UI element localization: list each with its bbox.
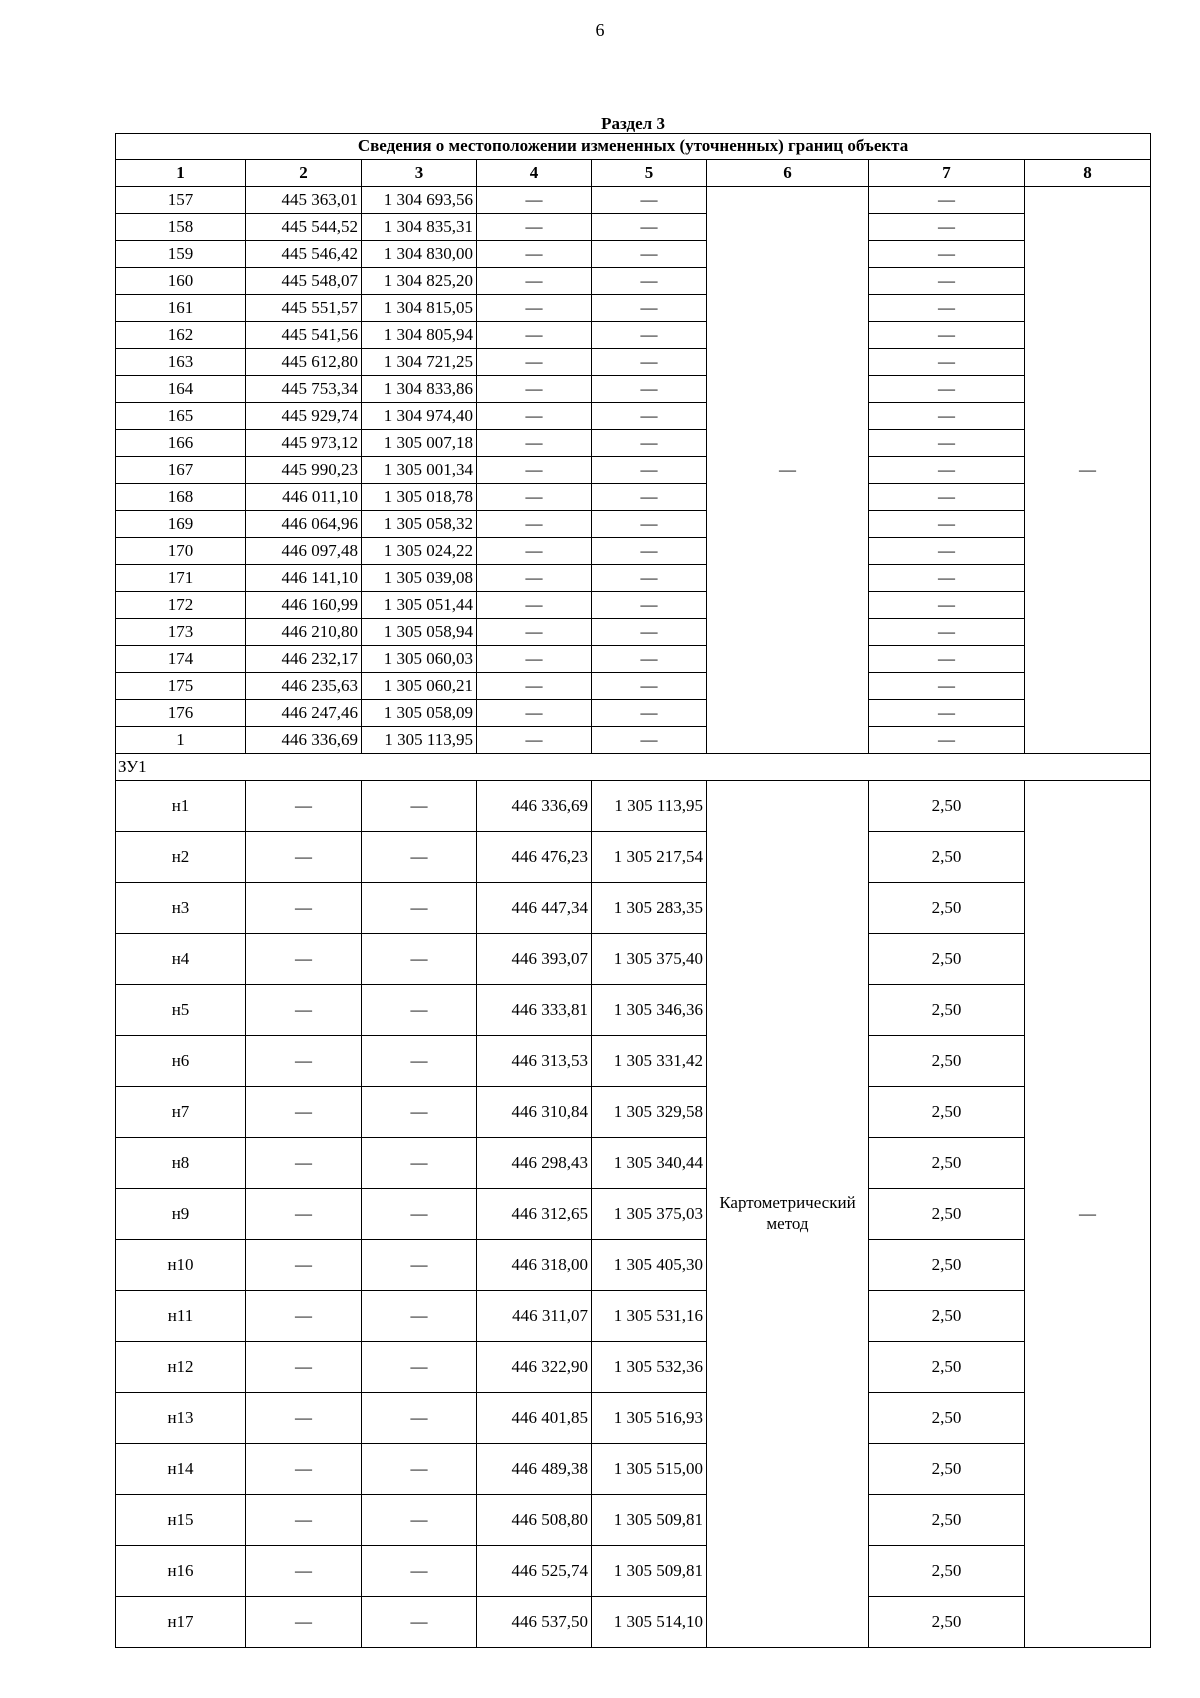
accuracy-cell: — bbox=[869, 699, 1025, 726]
new-x-cell: — bbox=[477, 186, 592, 213]
existing-y-cell: — bbox=[362, 1035, 477, 1086]
new-x-cell: 446 313,53 bbox=[477, 1035, 592, 1086]
accuracy-cell: — bbox=[869, 294, 1025, 321]
point-number-cell: 157 bbox=[116, 186, 246, 213]
point-number-cell: н15 bbox=[116, 1494, 246, 1545]
accuracy-cell: 2,50 bbox=[869, 1137, 1025, 1188]
accuracy-cell: — bbox=[869, 537, 1025, 564]
accuracy-cell: 2,50 bbox=[869, 1341, 1025, 1392]
existing-y-cell: 1 305 058,09 bbox=[362, 699, 477, 726]
new-y-cell: 1 305 531,16 bbox=[592, 1290, 707, 1341]
point-number-cell: 176 bbox=[116, 699, 246, 726]
new-y-cell: — bbox=[592, 294, 707, 321]
column-header-row bbox=[116, 159, 1151, 186]
point-number-cell: 164 bbox=[116, 375, 246, 402]
new-y-cell: — bbox=[592, 645, 707, 672]
point-number-cell: 172 bbox=[116, 591, 246, 618]
new-y-cell: — bbox=[592, 348, 707, 375]
new-x-cell: — bbox=[477, 726, 592, 753]
existing-x-cell: — bbox=[246, 984, 362, 1035]
point-number-cell: 166 bbox=[116, 429, 246, 456]
new-y-cell: 1 305 509,81 bbox=[592, 1494, 707, 1545]
new-x-cell: 446 333,81 bbox=[477, 984, 592, 1035]
new-y-cell: 1 305 514,10 bbox=[592, 1596, 707, 1647]
existing-x-cell: 445 541,56 bbox=[246, 321, 362, 348]
description-cell: — bbox=[1025, 186, 1151, 753]
new-x-cell: 446 393,07 bbox=[477, 933, 592, 984]
point-number-cell: 167 bbox=[116, 456, 246, 483]
existing-y-cell: 1 304 830,00 bbox=[362, 240, 477, 267]
column-header-1: 1 bbox=[116, 159, 246, 186]
new-y-cell: — bbox=[592, 213, 707, 240]
accuracy-cell: 2,50 bbox=[869, 1443, 1025, 1494]
column-header-4: 4 bbox=[477, 159, 592, 186]
new-y-cell: 1 305 329,58 bbox=[592, 1086, 707, 1137]
table-row bbox=[116, 186, 1151, 213]
new-y-cell: 1 305 346,36 bbox=[592, 984, 707, 1035]
point-number-cell: 1 bbox=[116, 726, 246, 753]
existing-x-cell: — bbox=[246, 1341, 362, 1392]
new-x-cell: — bbox=[477, 348, 592, 375]
new-x-cell: 446 476,23 bbox=[477, 831, 592, 882]
accuracy-cell: — bbox=[869, 483, 1025, 510]
accuracy-cell: 2,50 bbox=[869, 882, 1025, 933]
point-number-cell: н14 bbox=[116, 1443, 246, 1494]
point-number-cell: н5 bbox=[116, 984, 246, 1035]
table-row bbox=[116, 375, 1151, 402]
existing-x-cell: 446 097,48 bbox=[246, 537, 362, 564]
new-y-cell: — bbox=[592, 510, 707, 537]
existing-y-cell: 1 304 805,94 bbox=[362, 321, 477, 348]
existing-x-cell: 446 141,10 bbox=[246, 564, 362, 591]
existing-y-cell: — bbox=[362, 780, 477, 831]
point-number-cell: 161 bbox=[116, 294, 246, 321]
column-header-6: 6 bbox=[707, 159, 869, 186]
existing-x-cell: — bbox=[246, 1596, 362, 1647]
existing-x-cell: — bbox=[246, 780, 362, 831]
existing-y-cell: 1 305 024,22 bbox=[362, 537, 477, 564]
point-number-cell: 159 bbox=[116, 240, 246, 267]
point-number-cell: н4 bbox=[116, 933, 246, 984]
new-x-cell: — bbox=[477, 321, 592, 348]
new-x-cell: 446 298,43 bbox=[477, 1137, 592, 1188]
existing-x-cell: 445 973,12 bbox=[246, 429, 362, 456]
new-y-cell: 1 305 283,35 bbox=[592, 882, 707, 933]
accuracy-cell: — bbox=[869, 348, 1025, 375]
table-body bbox=[116, 79, 1151, 1647]
existing-y-cell: — bbox=[362, 1494, 477, 1545]
table-row bbox=[116, 831, 1151, 882]
existing-x-cell: — bbox=[246, 1494, 362, 1545]
accuracy-cell: — bbox=[869, 564, 1025, 591]
description-cell: — bbox=[1025, 780, 1151, 1647]
point-number-cell: 173 bbox=[116, 618, 246, 645]
point-number-cell: 175 bbox=[116, 672, 246, 699]
point-number-cell: н16 bbox=[116, 1545, 246, 1596]
existing-x-cell: 446 160,99 bbox=[246, 591, 362, 618]
new-y-cell: — bbox=[592, 240, 707, 267]
accuracy-cell: 2,50 bbox=[869, 1188, 1025, 1239]
existing-x-cell: — bbox=[246, 933, 362, 984]
table-title: Сведения о местоположении измененных (уточненных) границ объекта bbox=[116, 133, 1151, 159]
accuracy-cell: — bbox=[869, 726, 1025, 753]
new-y-cell: — bbox=[592, 537, 707, 564]
accuracy-cell: 2,50 bbox=[869, 1290, 1025, 1341]
existing-y-cell: 1 305 058,32 bbox=[362, 510, 477, 537]
table-row bbox=[116, 456, 1151, 483]
accuracy-cell: 2,50 bbox=[869, 1494, 1025, 1545]
accuracy-cell: — bbox=[869, 402, 1025, 429]
method-cell: — bbox=[707, 186, 869, 753]
method-cell: Картометрический метод bbox=[707, 780, 869, 1647]
table-row bbox=[116, 1188, 1151, 1239]
table-row bbox=[116, 1494, 1151, 1545]
new-y-cell: — bbox=[592, 618, 707, 645]
accuracy-cell: — bbox=[869, 321, 1025, 348]
new-y-cell: 1 305 375,03 bbox=[592, 1188, 707, 1239]
new-y-cell: — bbox=[592, 726, 707, 753]
table-row bbox=[116, 429, 1151, 456]
accuracy-cell: 2,50 bbox=[869, 933, 1025, 984]
existing-y-cell: — bbox=[362, 1086, 477, 1137]
existing-y-cell: — bbox=[362, 1137, 477, 1188]
existing-y-cell: 1 304 815,05 bbox=[362, 294, 477, 321]
accuracy-cell: — bbox=[869, 375, 1025, 402]
existing-x-cell: 445 929,74 bbox=[246, 402, 362, 429]
section-label-cell bbox=[116, 79, 1151, 133]
table-row bbox=[116, 591, 1151, 618]
new-x-cell: 446 401,85 bbox=[477, 1392, 592, 1443]
new-y-cell: 1 305 516,93 bbox=[592, 1392, 707, 1443]
existing-x-cell: 446 247,46 bbox=[246, 699, 362, 726]
point-number-cell: 171 bbox=[116, 564, 246, 591]
new-y-cell: 1 305 509,81 bbox=[592, 1545, 707, 1596]
section-label: Раздел 3 bbox=[601, 113, 665, 133]
existing-y-cell: 1 305 058,94 bbox=[362, 618, 477, 645]
new-x-cell: 446 336,69 bbox=[477, 780, 592, 831]
existing-y-cell: — bbox=[362, 1341, 477, 1392]
existing-x-cell: 445 753,34 bbox=[246, 375, 362, 402]
existing-x-cell: 445 546,42 bbox=[246, 240, 362, 267]
new-y-cell: 1 305 375,40 bbox=[592, 933, 707, 984]
existing-y-cell: 1 305 001,34 bbox=[362, 456, 477, 483]
table-row bbox=[116, 699, 1151, 726]
new-y-cell: — bbox=[592, 672, 707, 699]
existing-x-cell: — bbox=[246, 1443, 362, 1494]
existing-y-cell: — bbox=[362, 1596, 477, 1647]
existing-x-cell: — bbox=[246, 1392, 362, 1443]
existing-x-cell: — bbox=[246, 1137, 362, 1188]
accuracy-cell: 2,50 bbox=[869, 1392, 1025, 1443]
new-x-cell: — bbox=[477, 429, 592, 456]
table-row bbox=[116, 1137, 1151, 1188]
existing-y-cell: 1 305 007,18 bbox=[362, 429, 477, 456]
new-y-cell: — bbox=[592, 186, 707, 213]
new-y-cell: — bbox=[592, 483, 707, 510]
new-x-cell: 446 537,50 bbox=[477, 1596, 592, 1647]
point-number-cell: н3 bbox=[116, 882, 246, 933]
new-x-cell: — bbox=[477, 591, 592, 618]
new-x-cell: 446 310,84 bbox=[477, 1086, 592, 1137]
boundary-coordinates-table bbox=[115, 79, 1151, 1648]
existing-y-cell: 1 305 039,08 bbox=[362, 564, 477, 591]
new-x-cell: — bbox=[477, 537, 592, 564]
table-row bbox=[116, 1341, 1151, 1392]
column-header-7: 7 bbox=[869, 159, 1025, 186]
table-row bbox=[116, 1086, 1151, 1137]
point-number-cell: н17 bbox=[116, 1596, 246, 1647]
existing-x-cell: 445 612,80 bbox=[246, 348, 362, 375]
point-number-cell: 160 bbox=[116, 267, 246, 294]
new-y-cell: 1 305 113,95 bbox=[592, 780, 707, 831]
table-row bbox=[116, 933, 1151, 984]
existing-x-cell: 445 551,57 bbox=[246, 294, 362, 321]
existing-y-cell: 1 305 113,95 bbox=[362, 726, 477, 753]
existing-y-cell: 1 304 693,56 bbox=[362, 186, 477, 213]
new-x-cell: — bbox=[477, 645, 592, 672]
point-number-cell: н7 bbox=[116, 1086, 246, 1137]
existing-y-cell: — bbox=[362, 1188, 477, 1239]
accuracy-cell: 2,50 bbox=[869, 1545, 1025, 1596]
table-row bbox=[116, 780, 1151, 831]
point-number-cell: 158 bbox=[116, 213, 246, 240]
new-x-cell: 446 322,90 bbox=[477, 1341, 592, 1392]
table-row bbox=[116, 882, 1151, 933]
new-y-cell: 1 305 405,30 bbox=[592, 1239, 707, 1290]
existing-x-cell: 445 990,23 bbox=[246, 456, 362, 483]
column-header-3: 3 bbox=[362, 159, 477, 186]
table-row bbox=[116, 240, 1151, 267]
accuracy-cell: — bbox=[869, 645, 1025, 672]
new-x-cell: — bbox=[477, 483, 592, 510]
accuracy-cell: — bbox=[869, 591, 1025, 618]
accuracy-cell: — bbox=[869, 240, 1025, 267]
existing-x-cell: 446 064,96 bbox=[246, 510, 362, 537]
table-row bbox=[116, 1443, 1151, 1494]
existing-x-cell: 446 336,69 bbox=[246, 726, 362, 753]
table-row bbox=[116, 1545, 1151, 1596]
existing-x-cell: — bbox=[246, 1290, 362, 1341]
new-x-cell: 446 525,74 bbox=[477, 1545, 592, 1596]
existing-x-cell: — bbox=[246, 1035, 362, 1086]
accuracy-cell: — bbox=[869, 213, 1025, 240]
table-row bbox=[116, 402, 1151, 429]
accuracy-cell: — bbox=[869, 186, 1025, 213]
table-row bbox=[116, 1596, 1151, 1647]
existing-x-cell: — bbox=[246, 831, 362, 882]
point-number-cell: н10 bbox=[116, 1239, 246, 1290]
point-number-cell: 162 bbox=[116, 321, 246, 348]
table-row bbox=[116, 645, 1151, 672]
existing-y-cell: — bbox=[362, 831, 477, 882]
new-y-cell: — bbox=[592, 564, 707, 591]
table-row bbox=[116, 618, 1151, 645]
subsection-label: ЗУ1 bbox=[116, 753, 1151, 780]
point-number-cell: н2 bbox=[116, 831, 246, 882]
accuracy-cell: 2,50 bbox=[869, 831, 1025, 882]
new-y-cell: 1 305 331,42 bbox=[592, 1035, 707, 1086]
point-number-cell: 168 bbox=[116, 483, 246, 510]
existing-x-cell: — bbox=[246, 882, 362, 933]
table-row bbox=[116, 672, 1151, 699]
new-y-cell: 1 305 515,00 bbox=[592, 1443, 707, 1494]
existing-x-cell: 446 232,17 bbox=[246, 645, 362, 672]
accuracy-cell: 2,50 bbox=[869, 1035, 1025, 1086]
new-x-cell: — bbox=[477, 294, 592, 321]
new-y-cell: — bbox=[592, 429, 707, 456]
existing-x-cell: — bbox=[246, 1188, 362, 1239]
existing-x-cell: 445 548,07 bbox=[246, 267, 362, 294]
table-row bbox=[116, 726, 1151, 753]
existing-x-cell: 445 363,01 bbox=[246, 186, 362, 213]
point-number-cell: н9 bbox=[116, 1188, 246, 1239]
new-y-cell: 1 305 217,54 bbox=[592, 831, 707, 882]
table-row bbox=[116, 984, 1151, 1035]
existing-y-cell: 1 304 833,86 bbox=[362, 375, 477, 402]
new-x-cell: — bbox=[477, 375, 592, 402]
new-x-cell: — bbox=[477, 402, 592, 429]
existing-y-cell: 1 305 060,03 bbox=[362, 645, 477, 672]
table-row bbox=[116, 1035, 1151, 1086]
table-row bbox=[116, 213, 1151, 240]
existing-y-cell: — bbox=[362, 1239, 477, 1290]
table-row bbox=[116, 564, 1151, 591]
new-x-cell: 446 312,65 bbox=[477, 1188, 592, 1239]
new-x-cell: — bbox=[477, 213, 592, 240]
new-x-cell: 446 489,38 bbox=[477, 1443, 592, 1494]
new-x-cell: — bbox=[477, 618, 592, 645]
existing-y-cell: — bbox=[362, 1545, 477, 1596]
point-number-cell: н1 bbox=[116, 780, 246, 831]
point-number-cell: 169 bbox=[116, 510, 246, 537]
existing-x-cell: — bbox=[246, 1086, 362, 1137]
point-number-cell: 163 bbox=[116, 348, 246, 375]
new-y-cell: — bbox=[592, 375, 707, 402]
table-row bbox=[116, 537, 1151, 564]
existing-x-cell: — bbox=[246, 1239, 362, 1290]
new-y-cell: 1 305 340,44 bbox=[592, 1137, 707, 1188]
existing-y-cell: 1 304 825,20 bbox=[362, 267, 477, 294]
existing-y-cell: 1 305 051,44 bbox=[362, 591, 477, 618]
table-row bbox=[116, 267, 1151, 294]
accuracy-cell: 2,50 bbox=[869, 1086, 1025, 1137]
accuracy-cell: 2,50 bbox=[869, 984, 1025, 1035]
point-number-cell: н8 bbox=[116, 1137, 246, 1188]
table-row bbox=[116, 1239, 1151, 1290]
table-row bbox=[116, 483, 1151, 510]
point-number-cell: н12 bbox=[116, 1341, 246, 1392]
point-number-cell: 174 bbox=[116, 645, 246, 672]
new-x-cell: 446 447,34 bbox=[477, 882, 592, 933]
accuracy-cell: — bbox=[869, 267, 1025, 294]
new-y-cell: — bbox=[592, 699, 707, 726]
new-y-cell: — bbox=[592, 402, 707, 429]
new-x-cell: — bbox=[477, 267, 592, 294]
existing-y-cell: — bbox=[362, 1392, 477, 1443]
existing-y-cell: 1 304 974,40 bbox=[362, 402, 477, 429]
table-row bbox=[116, 294, 1151, 321]
accuracy-cell: — bbox=[869, 510, 1025, 537]
new-x-cell: — bbox=[477, 564, 592, 591]
table-row bbox=[116, 510, 1151, 537]
accuracy-cell: — bbox=[869, 672, 1025, 699]
new-x-cell: — bbox=[477, 699, 592, 726]
new-x-cell: — bbox=[477, 456, 592, 483]
point-number-cell: 165 bbox=[116, 402, 246, 429]
existing-y-cell: — bbox=[362, 882, 477, 933]
table-row bbox=[116, 1290, 1151, 1341]
existing-x-cell: 446 011,10 bbox=[246, 483, 362, 510]
new-x-cell: 446 311,07 bbox=[477, 1290, 592, 1341]
page-number: 6 bbox=[595, 20, 605, 40]
existing-y-cell: — bbox=[362, 933, 477, 984]
existing-x-cell: — bbox=[246, 1545, 362, 1596]
existing-x-cell: 446 235,63 bbox=[246, 672, 362, 699]
new-x-cell: 446 318,00 bbox=[477, 1239, 592, 1290]
existing-x-cell: 445 544,52 bbox=[246, 213, 362, 240]
column-header-5: 5 bbox=[592, 159, 707, 186]
existing-y-cell: 1 304 721,25 bbox=[362, 348, 477, 375]
subsection-row bbox=[116, 753, 1151, 780]
existing-y-cell: 1 305 018,78 bbox=[362, 483, 477, 510]
point-number-cell: н6 bbox=[116, 1035, 246, 1086]
table-row bbox=[116, 1392, 1151, 1443]
existing-x-cell: 446 210,80 bbox=[246, 618, 362, 645]
existing-y-cell: 1 304 835,31 bbox=[362, 213, 477, 240]
new-y-cell: — bbox=[592, 267, 707, 294]
new-y-cell: — bbox=[592, 456, 707, 483]
existing-y-cell: — bbox=[362, 1443, 477, 1494]
new-x-cell: — bbox=[477, 510, 592, 537]
new-x-cell: — bbox=[477, 672, 592, 699]
existing-y-cell: — bbox=[362, 984, 477, 1035]
new-x-cell: 446 508,80 bbox=[477, 1494, 592, 1545]
new-x-cell: — bbox=[477, 240, 592, 267]
point-number-cell: 170 bbox=[116, 537, 246, 564]
accuracy-cell: — bbox=[869, 429, 1025, 456]
column-header-8: 8 bbox=[1025, 159, 1151, 186]
existing-y-cell: — bbox=[362, 1290, 477, 1341]
point-number-cell: н11 bbox=[116, 1290, 246, 1341]
accuracy-cell: — bbox=[869, 618, 1025, 645]
accuracy-cell: — bbox=[869, 456, 1025, 483]
accuracy-cell: 2,50 bbox=[869, 780, 1025, 831]
table-row bbox=[116, 321, 1151, 348]
accuracy-cell: 2,50 bbox=[869, 1239, 1025, 1290]
table-row bbox=[116, 348, 1151, 375]
column-header-2: 2 bbox=[246, 159, 362, 186]
point-number-cell: н13 bbox=[116, 1392, 246, 1443]
new-y-cell: — bbox=[592, 591, 707, 618]
existing-y-cell: 1 305 060,21 bbox=[362, 672, 477, 699]
accuracy-cell: 2,50 bbox=[869, 1596, 1025, 1647]
new-y-cell: — bbox=[592, 321, 707, 348]
new-y-cell: 1 305 532,36 bbox=[592, 1341, 707, 1392]
